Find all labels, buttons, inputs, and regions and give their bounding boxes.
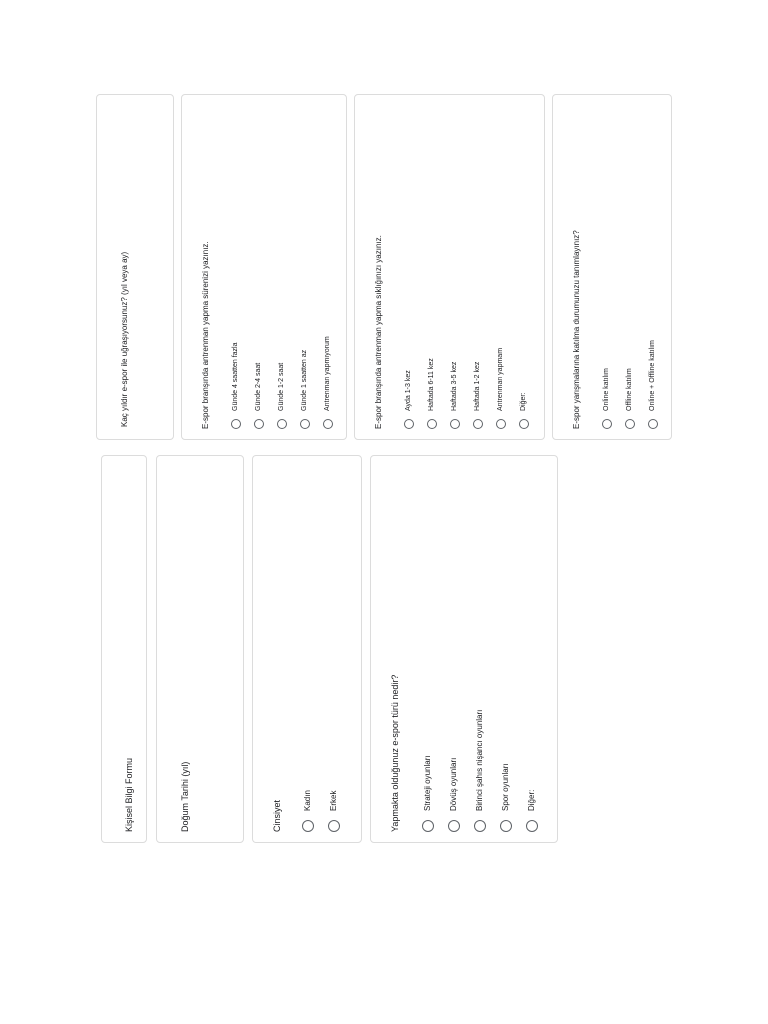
gender-question: Cinsiyet: [272, 799, 282, 832]
option-label: Diğer:: [520, 392, 527, 411]
radio-button[interactable]: [302, 820, 314, 832]
frequency-option-4[interactable]: [466, 235, 489, 429]
duration-option-1[interactable]: [224, 241, 247, 429]
radio-button[interactable]: [231, 419, 241, 429]
option-label: Günde 1-2 saat: [278, 362, 285, 411]
genre-option-dovus[interactable]: [441, 675, 467, 832]
option-label: Spor oyunları: [501, 763, 510, 811]
radio-button[interactable]: [474, 820, 486, 832]
genre-option-strateji[interactable]: [415, 675, 441, 832]
option-label: Kadın: [303, 790, 312, 811]
option-label: Dövüş oyunları: [449, 757, 458, 811]
radio-button[interactable]: [427, 419, 437, 429]
option-label: Günde 1 saatten az: [301, 349, 308, 411]
radio-button[interactable]: [450, 419, 460, 429]
frequency-option-1[interactable]: [397, 235, 420, 429]
genre-option-diger[interactable]: [519, 675, 545, 832]
radio-button[interactable]: [422, 820, 434, 832]
genre-option-fps[interactable]: [467, 675, 493, 832]
option-label: Offline katılım: [626, 368, 633, 411]
frequency-option-5[interactable]: [489, 235, 512, 429]
option-label: Antrenman yapmıyorum: [324, 336, 331, 411]
option-label: Diğer:: [527, 789, 536, 811]
form-title: Kişisel Bilgi Formu: [124, 757, 134, 832]
gender-option-kadin[interactable]: [295, 790, 321, 832]
radio-button[interactable]: [300, 419, 310, 429]
frequency-option-2[interactable]: [420, 235, 443, 429]
option-label: Haftada 6-11 kez: [428, 358, 435, 411]
frequency-question: E-spor branşında antrenman yapma sıklığınızı yazınız.: [374, 235, 383, 429]
option-label: Haftada 3-5 kez: [451, 361, 458, 411]
radio-button[interactable]: [254, 419, 264, 429]
duration-option-3[interactable]: [270, 241, 293, 429]
radio-button[interactable]: [496, 419, 506, 429]
title-card: [101, 455, 147, 843]
frequency-option-3[interactable]: [443, 235, 466, 429]
gender-option-erkek[interactable]: [321, 790, 347, 832]
option-label: Strateji oyunları: [423, 755, 432, 811]
radio-button[interactable]: [500, 820, 512, 832]
radio-button[interactable]: [648, 419, 658, 429]
radio-button[interactable]: [448, 820, 460, 832]
radio-button[interactable]: [277, 419, 287, 429]
years-card: [96, 94, 174, 440]
frequency-option-6[interactable]: [512, 235, 535, 429]
duration-option-2[interactable]: [247, 241, 270, 429]
option-label: Antrenman yapmam: [497, 347, 504, 411]
radio-button[interactable]: [404, 419, 414, 429]
competition-card: [552, 94, 672, 440]
gender-card: [252, 455, 362, 843]
radio-button[interactable]: [323, 419, 333, 429]
years-question: Kaç yıldır e-spor ile uğraşıyorsunuz? (yıl veya ay): [120, 251, 129, 427]
competition-option-2[interactable]: [618, 230, 641, 429]
genre-card: [370, 455, 558, 843]
radio-button[interactable]: [473, 419, 483, 429]
radio-button[interactable]: [526, 820, 538, 832]
competition-option-3[interactable]: [641, 230, 664, 429]
radio-button[interactable]: [602, 419, 612, 429]
radio-button[interactable]: [519, 419, 529, 429]
birth-year-card: [156, 455, 244, 843]
option-label: Birinci şahıs nişancı oyunları: [475, 709, 484, 811]
birth-year-question: Doğum Tarihi (yıl): [180, 761, 190, 832]
genre-question: Yapmakta olduğunuz e-spor türü nedir?: [390, 674, 400, 832]
radio-button[interactable]: [328, 820, 340, 832]
option-label: Online + Offline katılım: [649, 340, 656, 411]
option-label: Online katılım: [603, 368, 610, 411]
radio-button[interactable]: [625, 419, 635, 429]
option-label: Günde 2-4 saat: [255, 362, 262, 411]
option-label: Erkek: [329, 790, 338, 811]
duration-option-4[interactable]: [293, 241, 316, 429]
duration-card: [181, 94, 347, 440]
competition-question: E-spor yarışmalarına katılma durumunuzu tanımlayınız?: [572, 230, 581, 429]
frequency-card: [354, 94, 545, 440]
option-label: Ayda 1-3 kez: [405, 370, 412, 411]
duration-option-5[interactable]: [316, 241, 339, 429]
duration-question: E-spor branşında antrenman yapma sürenizi yazınız.: [201, 241, 210, 429]
option-label: Günde 4 saatten fazla: [232, 342, 239, 411]
option-label: Haftada 1-2 kez: [474, 361, 481, 411]
competition-option-1[interactable]: [595, 230, 618, 429]
genre-option-spor[interactable]: [493, 675, 519, 832]
